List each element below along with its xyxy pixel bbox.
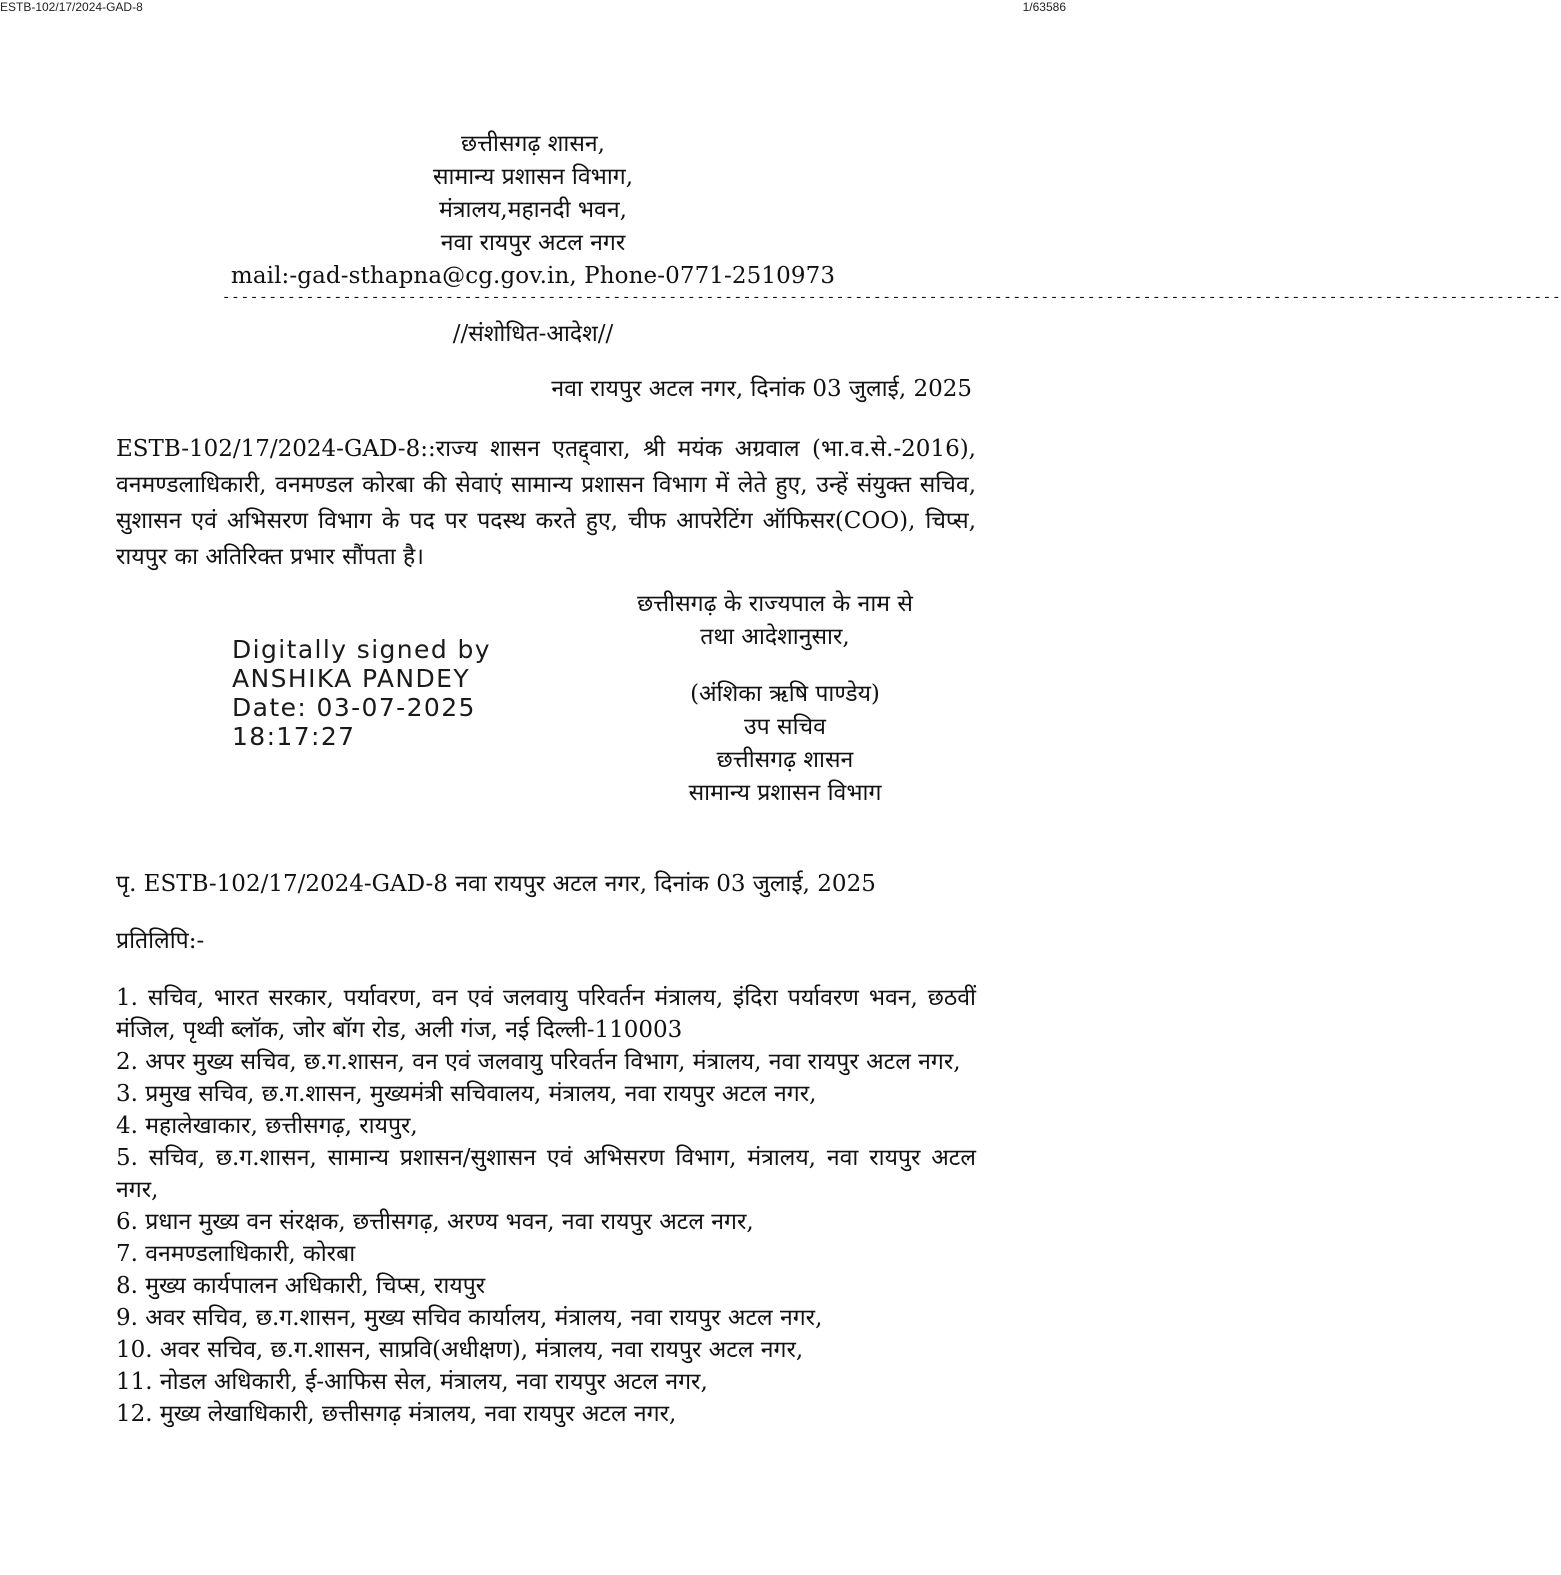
digital-signature [232,635,491,751]
governor-authority [600,588,950,654]
governor-line-1: छत्तीसगढ़ के राज्यपाल के नाम से [637,591,913,617]
list-item: 9. अवर सचिव, छ.ग.शासन, मुख्य सचिव कार्यालय, मंत्रालय, नवा रायपुर अटल नगर, [116,1305,823,1331]
letterhead-government: छत्तीसगढ़ शासन, [461,131,605,157]
signature-time: 18:17:27 [232,722,356,751]
signature-date: Date: 03-07-2025 [232,693,476,722]
list-item: 6. प्रधान मुख्य वन संरक्षक, छत्तीसगढ़, अरण्य भवन, नवा रायपुर अटल नगर, [116,1209,754,1235]
order-date: नवा रायपुर अटल नगर, दिनांक 03 जुलाई, 2025 [551,376,972,402]
governor-line-2: तथा आदेशानुसार, [700,624,850,650]
letterhead-city: नवा रायपुर अटल नगर [440,230,626,256]
page-count-corner: 1/63586 [1022,0,1066,14]
signing-officer [610,678,960,810]
letterhead-building: मंत्रालय,महानदी भवन, [439,197,627,223]
reference-line: पृ. ESTB-102/17/2024-GAD-8 नवा रायपुर अटल नगर, दिनांक 03 जुलाई, 2025 [116,871,876,897]
list-item: 11. नोडल अधिकारी, ई-आफिस सेल, मंत्रालय, नवा रायपुर अटल नगर, [116,1369,708,1395]
list-item: 12. मुख्य लेखाधिकारी, छत्तीसगढ़ मंत्रालय, नवा रायपुर अटल नगर, [116,1401,677,1427]
signature-signer: ANSHIKA PANDEY [232,664,471,693]
signature-line-1: Digitally signed by [232,635,491,664]
list-item: 10. अवर सचिव, छ.ग.शासन, साप्रवि(अधीक्षण), मंत्रालय, नवा रायपुर अटल नगर, [116,1337,804,1363]
list-item: 4. महालेखाकार, छत्तीसगढ़, रायपुर, [116,1113,418,1139]
order-body: ESTB-102/17/2024-GAD-8::राज्य शासन एतद्द्वारा, श्री मयंक अग्रवाल (भा.व.से.-2016), वनमण्डलाधिकारी, वनमण्डल कोरबा की सेवाएं सामान्य प्रशासन विभाग में लेते हुए, उन्हें संयुक्त सचिव, सुशासन एवं अभिसरण विभाग के पद पर पदस्थ करते हुए, चीफ आपरेटिंग ऑफिसर(COO), चिप्स, रायपुर का अतिरिक्त प्रभार सौंपता है। [116,436,976,570]
letterhead [0,128,1066,293]
list-item: 5. सचिव, छ.ग.शासन, सामान्य प्रशासन/सुशासन एवं अभिसरण विभाग, मंत्रालय, नवा रायपुर अटल नगर, [116,1145,976,1203]
dashed-divider: ------------------------------------------------------------------------------------------------------------------------------------------------ [222,290,1561,306]
list-item: 7. वनमण्डलाधिकारी, कोरबा [116,1241,356,1267]
order-title: //संशोधित-आदेश// [452,321,614,347]
copy-to-list [116,982,976,1430]
letterhead-department: सामान्य प्रशासन विभाग, [432,164,634,190]
officer-designation: उप सचिव [744,714,826,740]
list-item: 3. प्रमुख सचिव, छ.ग.शासन, मुख्यमंत्री सचिवालय, मंत्रालय, नवा रायपुर अटल नगर, [116,1081,817,1107]
officer-name: (अंशिका ऋषि पाण्डेय) [690,681,880,707]
list-item: 1. सचिव, भारत सरकार, पर्यावरण, वन एवं जलवायु परिवर्तन मंत्रालय, इंदिरा पर्यावरण भवन, छठवीं मंजिल, पृथ्वी ब्लॉक, जोर बॉग रोड, अली गंज, नई दिल्ली-110003 [116,985,976,1043]
letterhead-contact: mail:-gad-sthapna@cg.gov.in, Phone-0771-2510973 [230,263,836,289]
copy-to-heading: प्रतिलिपि:- [116,928,205,954]
list-item: 8. मुख्य कार्यपालन अधिकारी, चिप्स, रायपुर [116,1273,486,1299]
list-item: 2. अपर मुख्य सचिव, छ.ग.शासन, वन एवं जलवायु परिवर्तन विभाग, मंत्रालय, नवा रायपुर अटल नगर, [116,1049,961,1075]
file-number-corner: ESTB-102/17/2024-GAD-8 [0,0,143,14]
officer-government: छत्तीसगढ़ शासन [716,747,854,773]
officer-department: सामान्य प्रशासन विभाग [688,780,882,806]
